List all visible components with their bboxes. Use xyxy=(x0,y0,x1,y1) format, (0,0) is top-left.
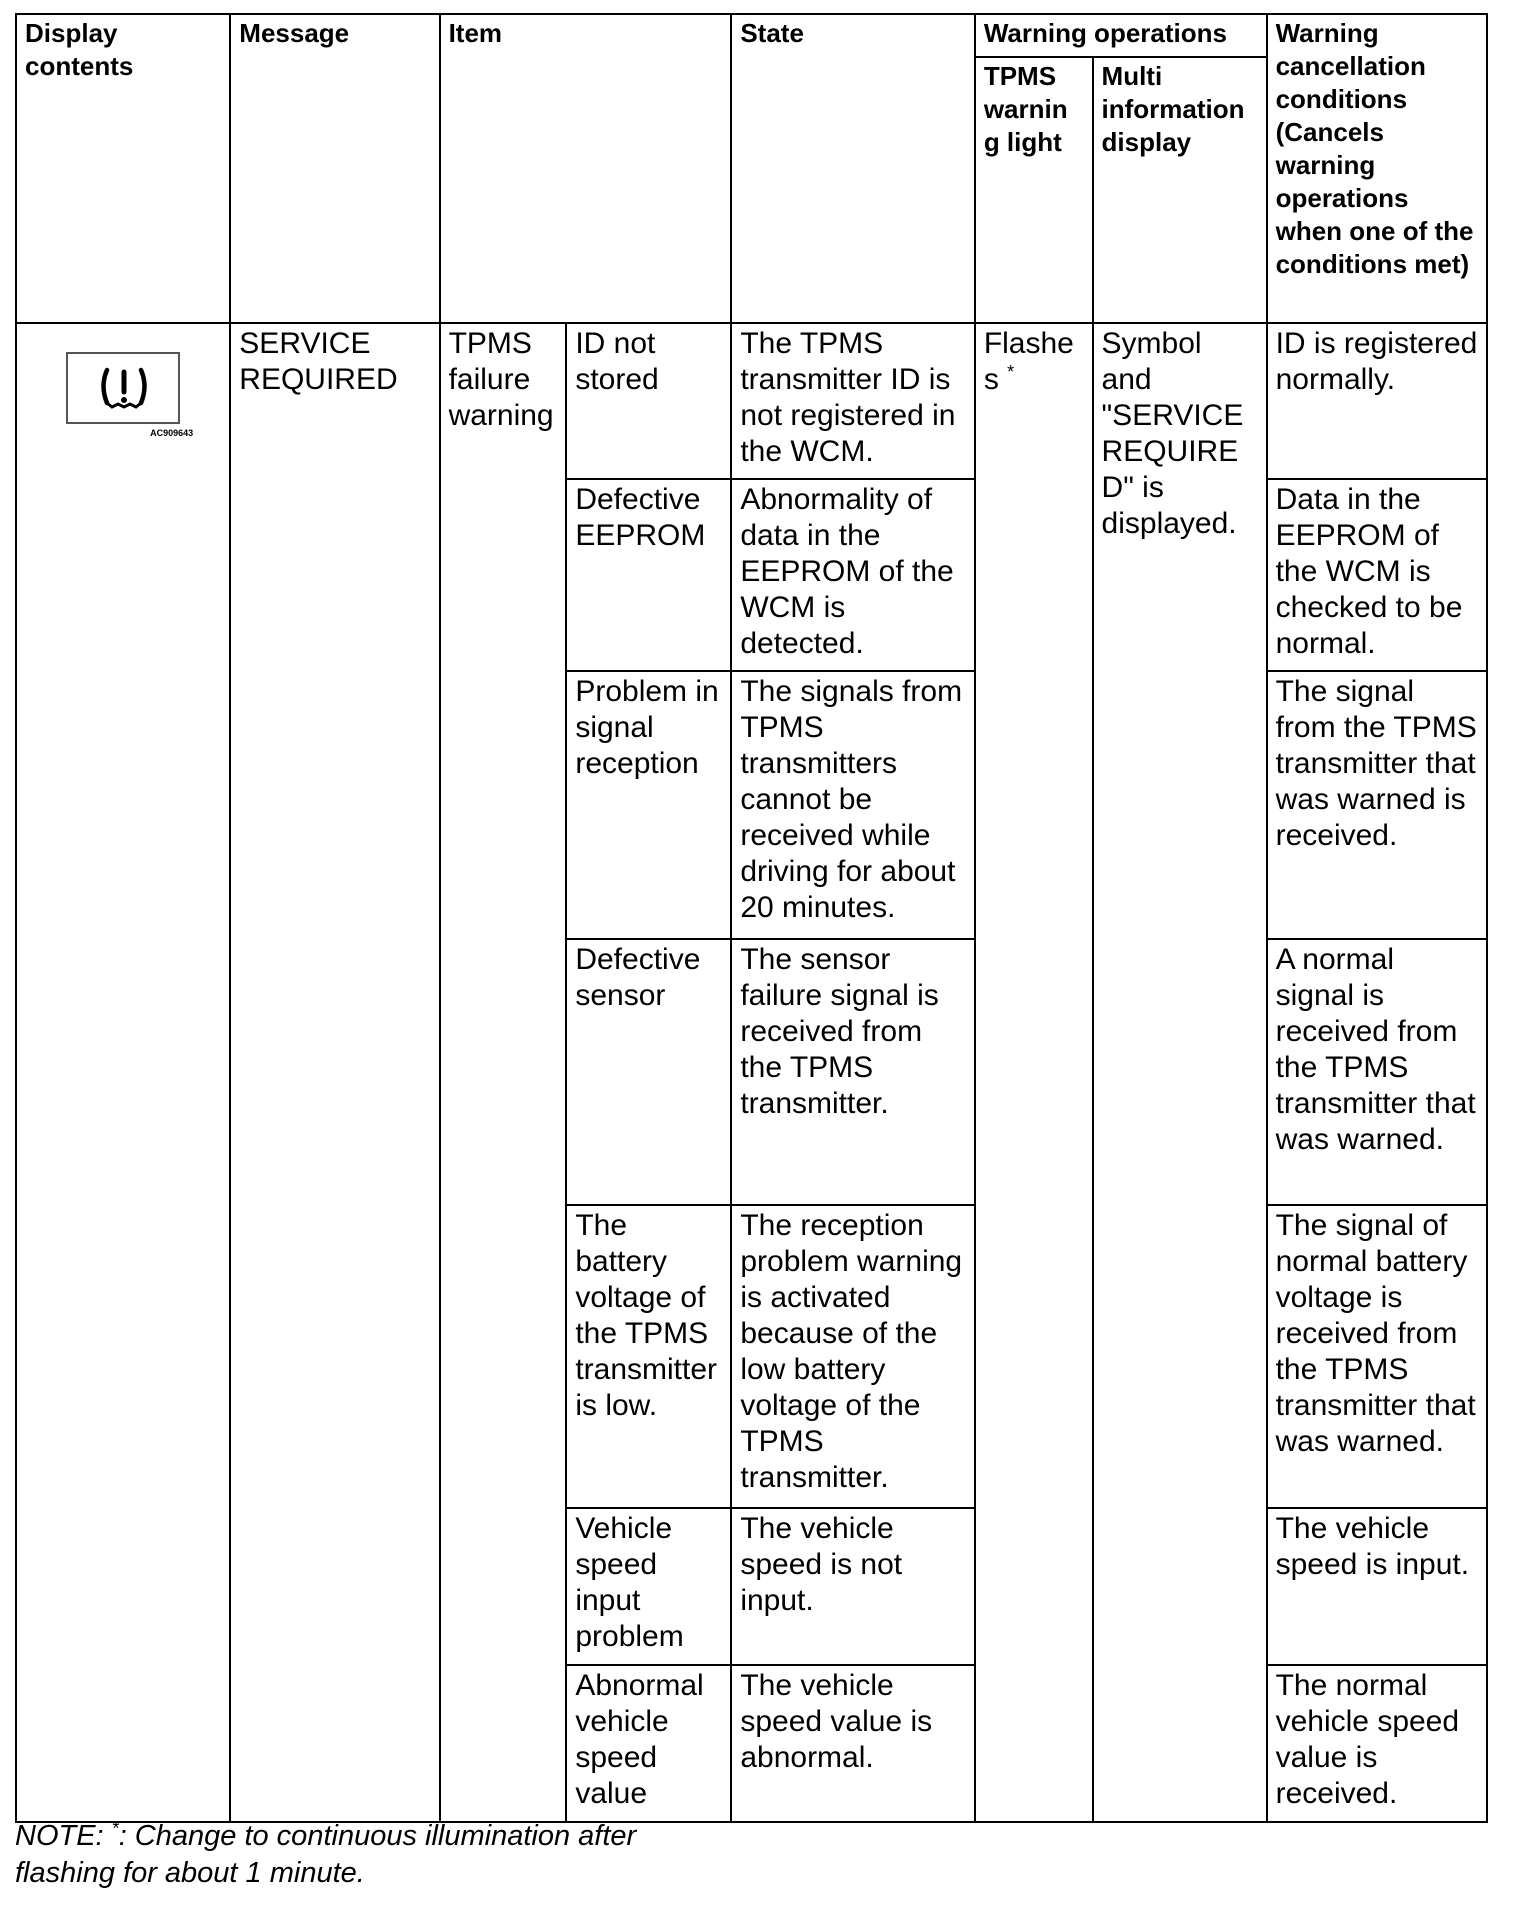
cancel-cell: The vehicle speed is input. xyxy=(1267,1508,1487,1665)
header-item: Item xyxy=(440,14,732,323)
header-multi-information-display: Multi information display xyxy=(1093,57,1267,323)
footnote-mark: * xyxy=(1007,362,1015,382)
header-tpms-warning-light: TPMS warnin g light xyxy=(975,57,1093,323)
sub-item-cell: Vehicle speed input problem xyxy=(566,1508,731,1665)
tpms-warning-light-cell xyxy=(975,323,1093,1822)
header-warning-operations: Warning operations xyxy=(975,14,1267,57)
footnote xyxy=(15,1818,735,1892)
message-cell: SERVICE REQUIRED xyxy=(230,323,439,1822)
sub-item-cell: Defective EEPROM xyxy=(566,479,731,671)
note-prefix: NOTE: xyxy=(15,1820,112,1852)
tpms-warning-table xyxy=(15,13,1488,1823)
sub-item-cell: Problem in signal reception xyxy=(566,671,731,939)
cancel-cell: Data in the EEPROM of the WCM is checked to be normal. xyxy=(1267,479,1487,671)
cancel-cell: The signal of normal battery voltage is received from the TPMS transmitter that was warned. xyxy=(1267,1205,1487,1508)
state-cell: The signals from TPMS transmitters cannot be received while driving for about 20 minutes. xyxy=(731,671,974,939)
item-cell: TPMS failure warning xyxy=(440,323,567,1822)
cancel-cell: ID is registered normally. xyxy=(1267,323,1487,479)
header-message: Message xyxy=(230,14,439,323)
state-cell: The sensor failure signal is received from the TPMS transmitter. xyxy=(731,939,974,1205)
note-mark: * xyxy=(111,1818,119,1839)
note-text: : Change to continuous illumination after flashing for about 1 minute. xyxy=(15,1820,637,1889)
tpms-warning-icon xyxy=(98,366,150,410)
sub-item-cell: Defective sensor xyxy=(566,939,731,1205)
state-cell: The vehicle speed value is abnormal. xyxy=(731,1665,974,1822)
sub-item-cell: ID not stored xyxy=(566,323,731,479)
state-cell: Abnormality of data in the EEPROM of the WCM is detected. xyxy=(731,479,974,671)
sub-item-cell: Abnormal vehicle speed value xyxy=(566,1665,731,1822)
header-display-contents: Display contents xyxy=(16,14,230,323)
display-contents-cell xyxy=(16,323,230,1822)
tpms-light-text: Flashe s xyxy=(983,327,1074,396)
header-state: State xyxy=(731,14,974,323)
icon-code: AC909643 xyxy=(150,428,194,438)
cancel-cell: A normal signal is received from the TPMS transmitter that was warned. xyxy=(1267,939,1487,1205)
cancel-cell: The normal vehicle speed value is received. xyxy=(1267,1665,1487,1822)
multi-display-cell: Symbol and "SERVICE REQUIRE D" is displayed. xyxy=(1093,323,1267,1822)
table-row xyxy=(16,323,1487,479)
state-cell: The reception problem warning is activated because of the low battery voltage of the TPMS transmitter. xyxy=(731,1205,974,1508)
state-cell: The TPMS transmitter ID is not registered in the WCM. xyxy=(731,323,974,479)
cancel-cell: The signal from the TPMS transmitter that was warned is received. xyxy=(1267,671,1487,939)
state-cell: The vehicle speed is not input. xyxy=(731,1508,974,1665)
header-cancellation-conditions: Warning cancellation conditions (Cancels warning operations when one of the conditions met) xyxy=(1267,14,1487,323)
tpms-symbol xyxy=(53,352,193,438)
sub-item-cell: The battery voltage of the TPMS transmitter is low. xyxy=(566,1205,731,1508)
